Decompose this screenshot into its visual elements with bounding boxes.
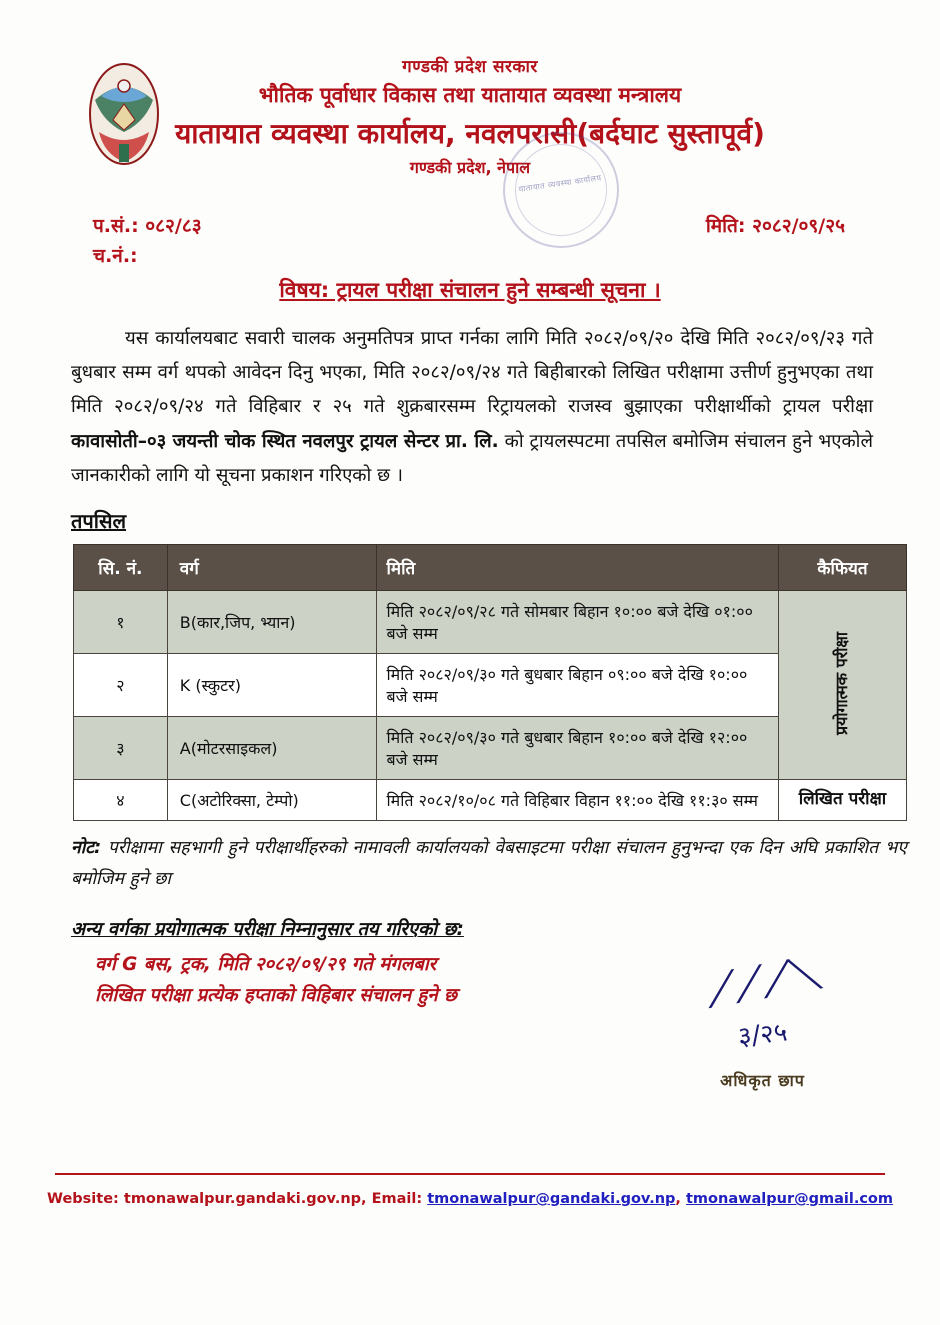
row-sn: ३ — [74, 717, 168, 780]
footer-divider — [55, 1173, 885, 1175]
row-sn: १ — [74, 591, 168, 654]
table-row — [74, 780, 907, 821]
row-sn: २ — [74, 654, 168, 717]
body-part-1: यस कार्यालयबाट सवारी चालक अनुमतिपत्र प्राप्त गर्नका लागि मिति २०८२/०९/२० देखि मिति २०८२/०९/२३ गते बुधबार सम्म वर्ग थपको आवेदन दिनु भएका, मिति २०८२/०९/२४ गते बिहीबारको लिखित परीक्षामा उत्तीर्ण हुनुभएका तथा मिति २०८२/०९/२४ गते विहिबार र २५ गते शुक्रबारसम्म रिट्रायलको राजस्व बुझाएका परीक्षार्थीको ट्रायल परीक्षा — [71, 328, 873, 418]
office-stamp-text: यातायात व्यवस्था कार्यालय — [518, 173, 603, 194]
row-class: B(कार,जिप, भ्यान) — [167, 591, 376, 654]
letterhead — [55, 40, 885, 204]
signature-block — [655, 945, 870, 1105]
office-address: गण्डकी प्रदेश, नेपाल — [409, 158, 531, 177]
chalani-number: च.नं.: — [93, 245, 138, 267]
row-date: मिति २०८२/०९/२८ गते सोमबार बिहान १०:०० बजे देखि ०१:०० बजे सम्म — [376, 591, 778, 654]
body-part-2: को ट्रायलस्पटमा तपसिल बमोजिम संचालन हुने भएकोले जानकारीको लागि यो सूचना प्रकाशन गरिएको छ । — [71, 430, 873, 486]
footer-contact — [0, 1191, 940, 1207]
signature-scribble: ⟋⟋⟋⟍ — [700, 945, 822, 1019]
row-class: K (स्कुटर) — [167, 654, 376, 717]
signature-date: ३/२५ — [736, 1017, 789, 1053]
footer — [0, 1173, 940, 1207]
other-classes-line-2: लिखित परीक्षा प्रत्येक हप्ताको विहिबार संचालन हुने छ — [95, 985, 458, 1007]
column-header-class: वर्ग — [167, 545, 376, 591]
office-name: यातायात व्यवस्था कार्यालय, नवलपरासी(बर्दघाट सुस्तापूर्व) — [175, 117, 765, 150]
note-label: नोट: — [71, 838, 102, 859]
row-class: A(मोटरसाइकल) — [167, 717, 376, 780]
column-header-sn: सि. नं. — [74, 545, 168, 591]
document-date: मिति: २०८२/०९/२५ — [705, 215, 845, 237]
table-row — [74, 591, 907, 654]
footer-website-label: Website: tmonawalpur.gandaki.gov.np, Email: — [46, 1191, 423, 1207]
signature-authority: अधिकृत छाप — [720, 1071, 805, 1090]
row-remark-written — [778, 780, 906, 821]
row-date: मिति २०८२/०९/३० गते बुधबार बिहान १०:०० बजे देखि १२:०० बजे सम्म — [376, 717, 778, 780]
footer-email-gmail[interactable]: tmonawalpur@gmail.com — [686, 1191, 894, 1207]
schedule-table — [73, 544, 907, 821]
column-header-remark: कैफियत — [778, 545, 906, 591]
row-date: मिति २०८२/१०/०८ गते विहिबार विहान ११:०० देखि ११:३० सम्म — [376, 780, 778, 821]
row-date: मिति २०८२/०९/३० गते बुधबार बिहान ०९:०० बजे देखि १०:०० बजे सम्म — [376, 654, 778, 717]
tapasil-heading: तपसिल — [71, 509, 127, 534]
subject-line: विषय: ट्रायल परीक्षा संचालन हुने सम्बन्धी सूचना । — [279, 278, 661, 302]
remark-practical-label: प्रयोगात्मक परीक्षा — [832, 631, 852, 735]
column-header-date: मिति — [376, 545, 778, 591]
remark-written-label: लिखित परीक्षा — [798, 789, 887, 810]
footer-email-official[interactable]: tmonawalpur@gandaki.gov.np — [427, 1191, 676, 1207]
patra-sankhya: प.सं.: ०८२/८३ — [93, 215, 202, 237]
row-sn: ४ — [74, 780, 168, 821]
other-classes-line-1: वर्ग G बस, ट्रक, मिति २०८२/०९/२९ गते मंगलबार — [95, 954, 437, 976]
notice-body — [55, 322, 885, 493]
nepal-emblem-icon — [85, 60, 163, 168]
government-name: गण्डकी प्रदेश सरकार — [402, 57, 538, 77]
row-class: C(अटोरिक्सा, टेम्पो) — [167, 780, 376, 821]
trial-center-name: कावासोती–०३ जयन्ती चोक स्थित नवलपुर ट्रायल सेन्टर प्रा. लि. — [71, 430, 499, 452]
row-remark-practical — [778, 591, 906, 780]
footer-separator: , — [675, 1191, 681, 1207]
other-classes-heading: अन्य वर्गका प्रयोगात्मक परीक्षा निम्नानुसार तय गरिएको छ: — [71, 919, 464, 941]
note-block — [71, 833, 907, 894]
note-text: परीक्षामा सहभागी हुने परीक्षार्थीहरुको नामावली कार्यालयको वेबसाइटमा परीक्षा संचालन हुनुभन्दा एक दिन अघि प्रकाशित भए बमोजिम हुने छा — [71, 838, 907, 889]
reference-row — [55, 212, 885, 270]
table-header-row — [74, 545, 907, 591]
ministry-name: भौतिक पूर्वाधार विकास तथा यातायात व्यवस्था मन्त्रालय — [258, 83, 682, 107]
